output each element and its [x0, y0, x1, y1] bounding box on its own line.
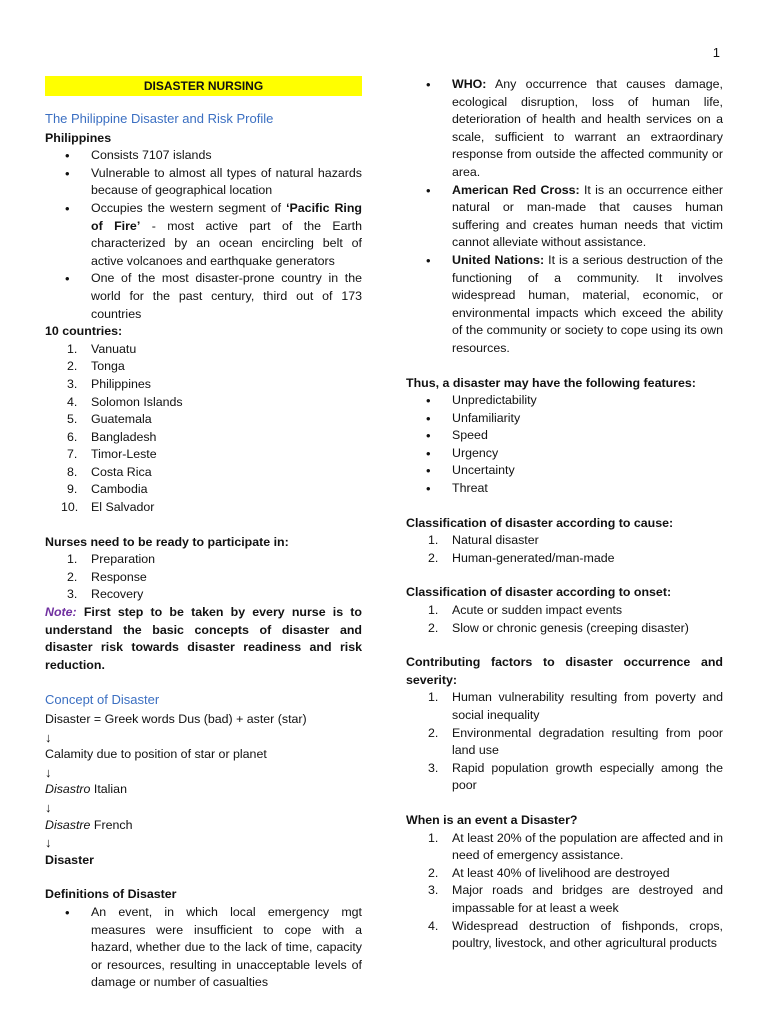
list-item: • Speed	[406, 427, 723, 445]
list-item: • One of the most disaster-prone country in the world for the past century, third out of 173 countries	[45, 270, 362, 323]
arrow-down-icon: ↓	[45, 764, 52, 780]
list-item: 5. Guatemala	[67, 412, 152, 427]
list-item: 3. Philippines	[67, 376, 151, 391]
concept-line: Disastro Italian	[45, 782, 127, 797]
list-item: 6. Bangladesh	[67, 429, 157, 444]
definitions-list	[45, 904, 362, 992]
list-item: 10. El Salvador	[61, 500, 155, 515]
list-item: 2. Response	[67, 569, 147, 584]
profile-heading: The Philippine Disaster and Risk Profile	[45, 111, 274, 126]
list-item: 3. Major roads and bridges are destroyed and impassable for at least a week	[428, 883, 723, 915]
philippines-bullets	[45, 147, 362, 323]
concept-line: Disaster	[45, 852, 94, 867]
list-item: 2. Human-generated/man-made	[428, 550, 615, 565]
nurses-list	[45, 551, 362, 604]
features-list	[406, 392, 723, 498]
list-item: 4. Solomon Islands	[67, 394, 183, 409]
list-item: • WHO: Any occurrence that causes damage, ecological disruption, loss of human life, deterioration of health and health services on a scale, sufficient to warrant an extraordinary response from outside the affected community or area.	[406, 76, 723, 182]
arrow-down-icon: ↓	[45, 835, 52, 851]
list-item: 2. Tonga	[67, 359, 125, 374]
note-paragraph	[45, 604, 362, 674]
list-item: • American Red Cross: It is an occurrence either natural or man-made that causes human suffering and creates human needs that victim cannot alleviate without assistance.	[406, 182, 723, 252]
when-list	[406, 830, 723, 953]
factors-list	[406, 689, 723, 795]
list-item: 1. Preparation	[67, 552, 156, 567]
document-title: DISASTER NURSING	[45, 76, 362, 96]
onset-label: Classification of disaster according to onset:	[406, 585, 672, 600]
list-item	[45, 200, 362, 270]
bullet-text-part: Occupies the western segment of	[91, 200, 287, 215]
factors-label: Contributing factors to disaster occurrence and severity:	[406, 655, 723, 687]
bullet-text-part: - most active part of the Earth characterized by an ocean encircling belt of active volcanoes and earthquake generators	[91, 218, 363, 268]
countries-label: 10 countries:	[45, 324, 123, 339]
list-item: 2. At least 40% of livelihood are destroyed	[428, 865, 670, 880]
list-item: 2. Environmental degradation resulting from poor land use	[428, 725, 723, 758]
nurses-label: Nurses need to be ready to participate in:	[45, 534, 289, 549]
concept-heading: Concept of Disaster	[45, 692, 160, 708]
when-label: When is an event a Disaster?	[406, 812, 578, 827]
concept-line: Disastre French	[45, 817, 133, 832]
list-item: 1. At least 20% of the population are affected and in need of emergency assistance.	[428, 830, 723, 863]
bullet-text-part: ‘Pacific Ring of Fire’	[91, 200, 362, 233]
note-label: Note:	[45, 605, 77, 620]
concept-line: Disaster = Greek words Dus (bad) + aster (star)	[45, 712, 307, 726]
list-item: • Vulnerable to almost all types of natural hazards because of geographical location	[45, 165, 362, 200]
page-number: 1	[712, 45, 720, 60]
concept-line: Calamity due to position of star or planet	[45, 747, 267, 762]
list-item: 7. Timor-Leste	[67, 447, 157, 462]
list-item: • An event, in which local emergency mgt measures were insufficient to cope with a hazard, whether due to the lack of time, capacity or resources, resulting in unacceptable levels of damage or number of casualties	[45, 904, 362, 992]
philippines-label: Philippines	[45, 130, 112, 145]
list-item: 4. Widespread destruction of fishponds, crops, poultry, livestock, and other agricultural products	[428, 918, 723, 951]
countries-list	[45, 341, 362, 517]
features-label: Thus, a disaster may have the following features:	[406, 375, 696, 390]
definitions-list-continued	[406, 76, 723, 358]
arrow-down-icon: ↓	[45, 729, 52, 745]
arrow-down-icon: ↓	[45, 799, 52, 815]
list-item: 1. Vanuatu	[67, 341, 137, 356]
list-item: 2. Slow or chronic genesis (creeping disaster)	[428, 620, 689, 635]
cause-label: Classification of disaster according to cause:	[406, 515, 674, 530]
right-column	[406, 76, 723, 953]
left-column	[45, 76, 362, 992]
list-item: 1. Acute or sudden impact events	[428, 603, 623, 618]
list-item: 9. Cambodia	[67, 482, 148, 497]
list-item: 1. Human vulnerability resulting from poverty and social inequality	[428, 690, 723, 722]
list-item: • United Nations: It is a serious destruction of the functioning of a community. It involves widespread human, material, economic, or environmental impacts which exceed the ability of the community or society to cope using its own resources.	[406, 252, 723, 358]
note-text: First step to be taken by every nurse is to understand the basic concepts of disaster and disaster risk towards disaster readiness and risk reduction.	[45, 605, 362, 672]
list-item: • Unfamiliarity	[406, 410, 723, 428]
list-item: 3. Rapid population growth especially among the poor	[428, 760, 723, 793]
list-item: • Urgency	[406, 445, 723, 463]
list-item: 1. Natural disaster	[428, 533, 539, 548]
cause-list	[406, 532, 723, 567]
list-item: • Unpredictability	[406, 392, 723, 410]
list-item: • Uncertainty	[406, 462, 723, 480]
definitions-label: Definitions of Disaster	[45, 887, 177, 902]
list-item: 3. Recovery	[67, 587, 144, 602]
onset-list	[406, 602, 723, 637]
list-item: • Consists 7107 islands	[45, 147, 362, 165]
list-item: • Threat	[406, 480, 723, 498]
list-item: 8. Costa Rica	[67, 464, 152, 479]
